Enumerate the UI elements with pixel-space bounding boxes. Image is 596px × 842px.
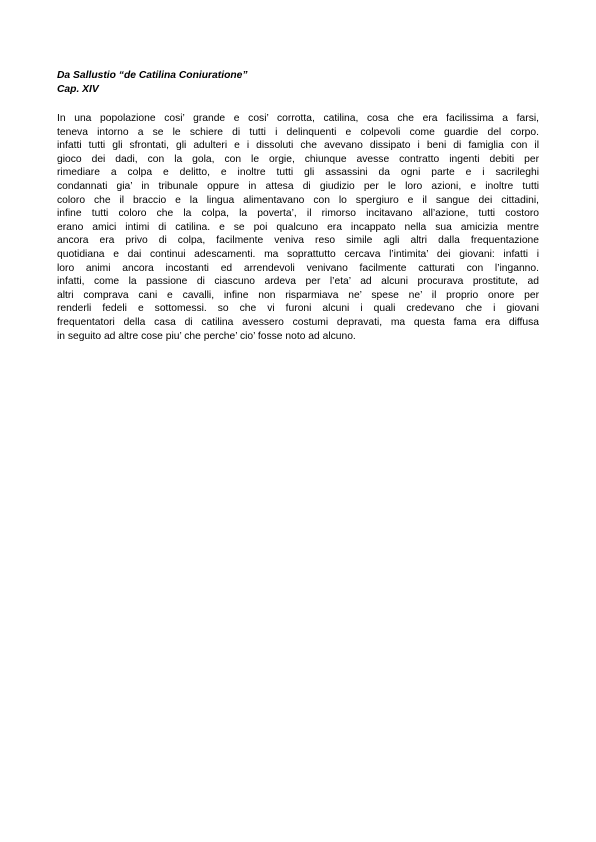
document-title: Da Sallustio “de Catilina Coniuratione”	[57, 70, 248, 81]
text-line: infatti, come la passione di ciascuno ardeva per l’eta’ ad alcuni procurava prostitute, ad	[57, 276, 539, 288]
text-line: erano amici intimi di catilina. e se poi qualcuno era incappato nella sua amicizia mentre	[57, 221, 539, 233]
text-line: altri comprava cani e cavalli, infine non risparmiava ne’ spese ne’ il proprio onore per	[57, 289, 539, 301]
chapter-label: Cap. XIV	[57, 83, 99, 95]
text-line: infatti tutti gli sfrontati, gli adulteri e i dissoluti che avevano dissipato i beni di famiglia con il	[57, 140, 539, 152]
text-line: teneva intorno a se le schiere di tutti i delinquenti e colpevoli come guardie del corpo.	[57, 126, 539, 138]
document-heading	[57, 69, 539, 96]
text-line: quotidiana e dai continui adescamenti. ma soprattutto cercava l’intimita’ dei giovani: infatti i	[57, 248, 539, 260]
body-paragraph	[57, 112, 539, 343]
text-line: condannati gia’ in tribunale oppure in attesa di giudizio per le loro azioni, e inoltre tutti	[57, 180, 539, 192]
text-line: In una popolazione cosi’ grande e cosi’ corrotta, catilina, cosa che era facilissima a farsi,	[57, 113, 539, 124]
text-line: renderli fedeli e sottomessi. so che vi furoni alcuni i quali credevano che i giovani	[57, 303, 539, 315]
text-line: frequentatori della casa di catilina avessero costumi depravati, ma questa fama era diffusa	[57, 316, 539, 328]
text-line: in seguito ad altre cose piu’ che perche’ cio’ fosse noto ad alcuno.	[57, 330, 356, 342]
text-line: gioco dei dadi, con la gola, con le orgie, chiunque avesse contratto ingenti debiti per	[57, 153, 539, 165]
text-line: coloro che il braccio e la lingua alimentavano con lo spergiuro e il sangue dei cittadini,	[57, 194, 539, 206]
text-line: loro animi ancora incostanti ed arrendevoli venivano facilmente catturati con l’inganno.	[57, 262, 539, 274]
text-line: rimediare a colpa e delitto, e inoltre tutti gli assassini da ogni parte e i sacrileghi	[57, 167, 539, 179]
text-line: infine tutti coloro che la colpa, la poverta’, il rimorso incitavano all’azione, tutti costoro	[57, 208, 539, 220]
text-line: ancora era privo di colpa, facilmente veniva reso simile agli altri dalla frequentazione	[57, 235, 539, 247]
